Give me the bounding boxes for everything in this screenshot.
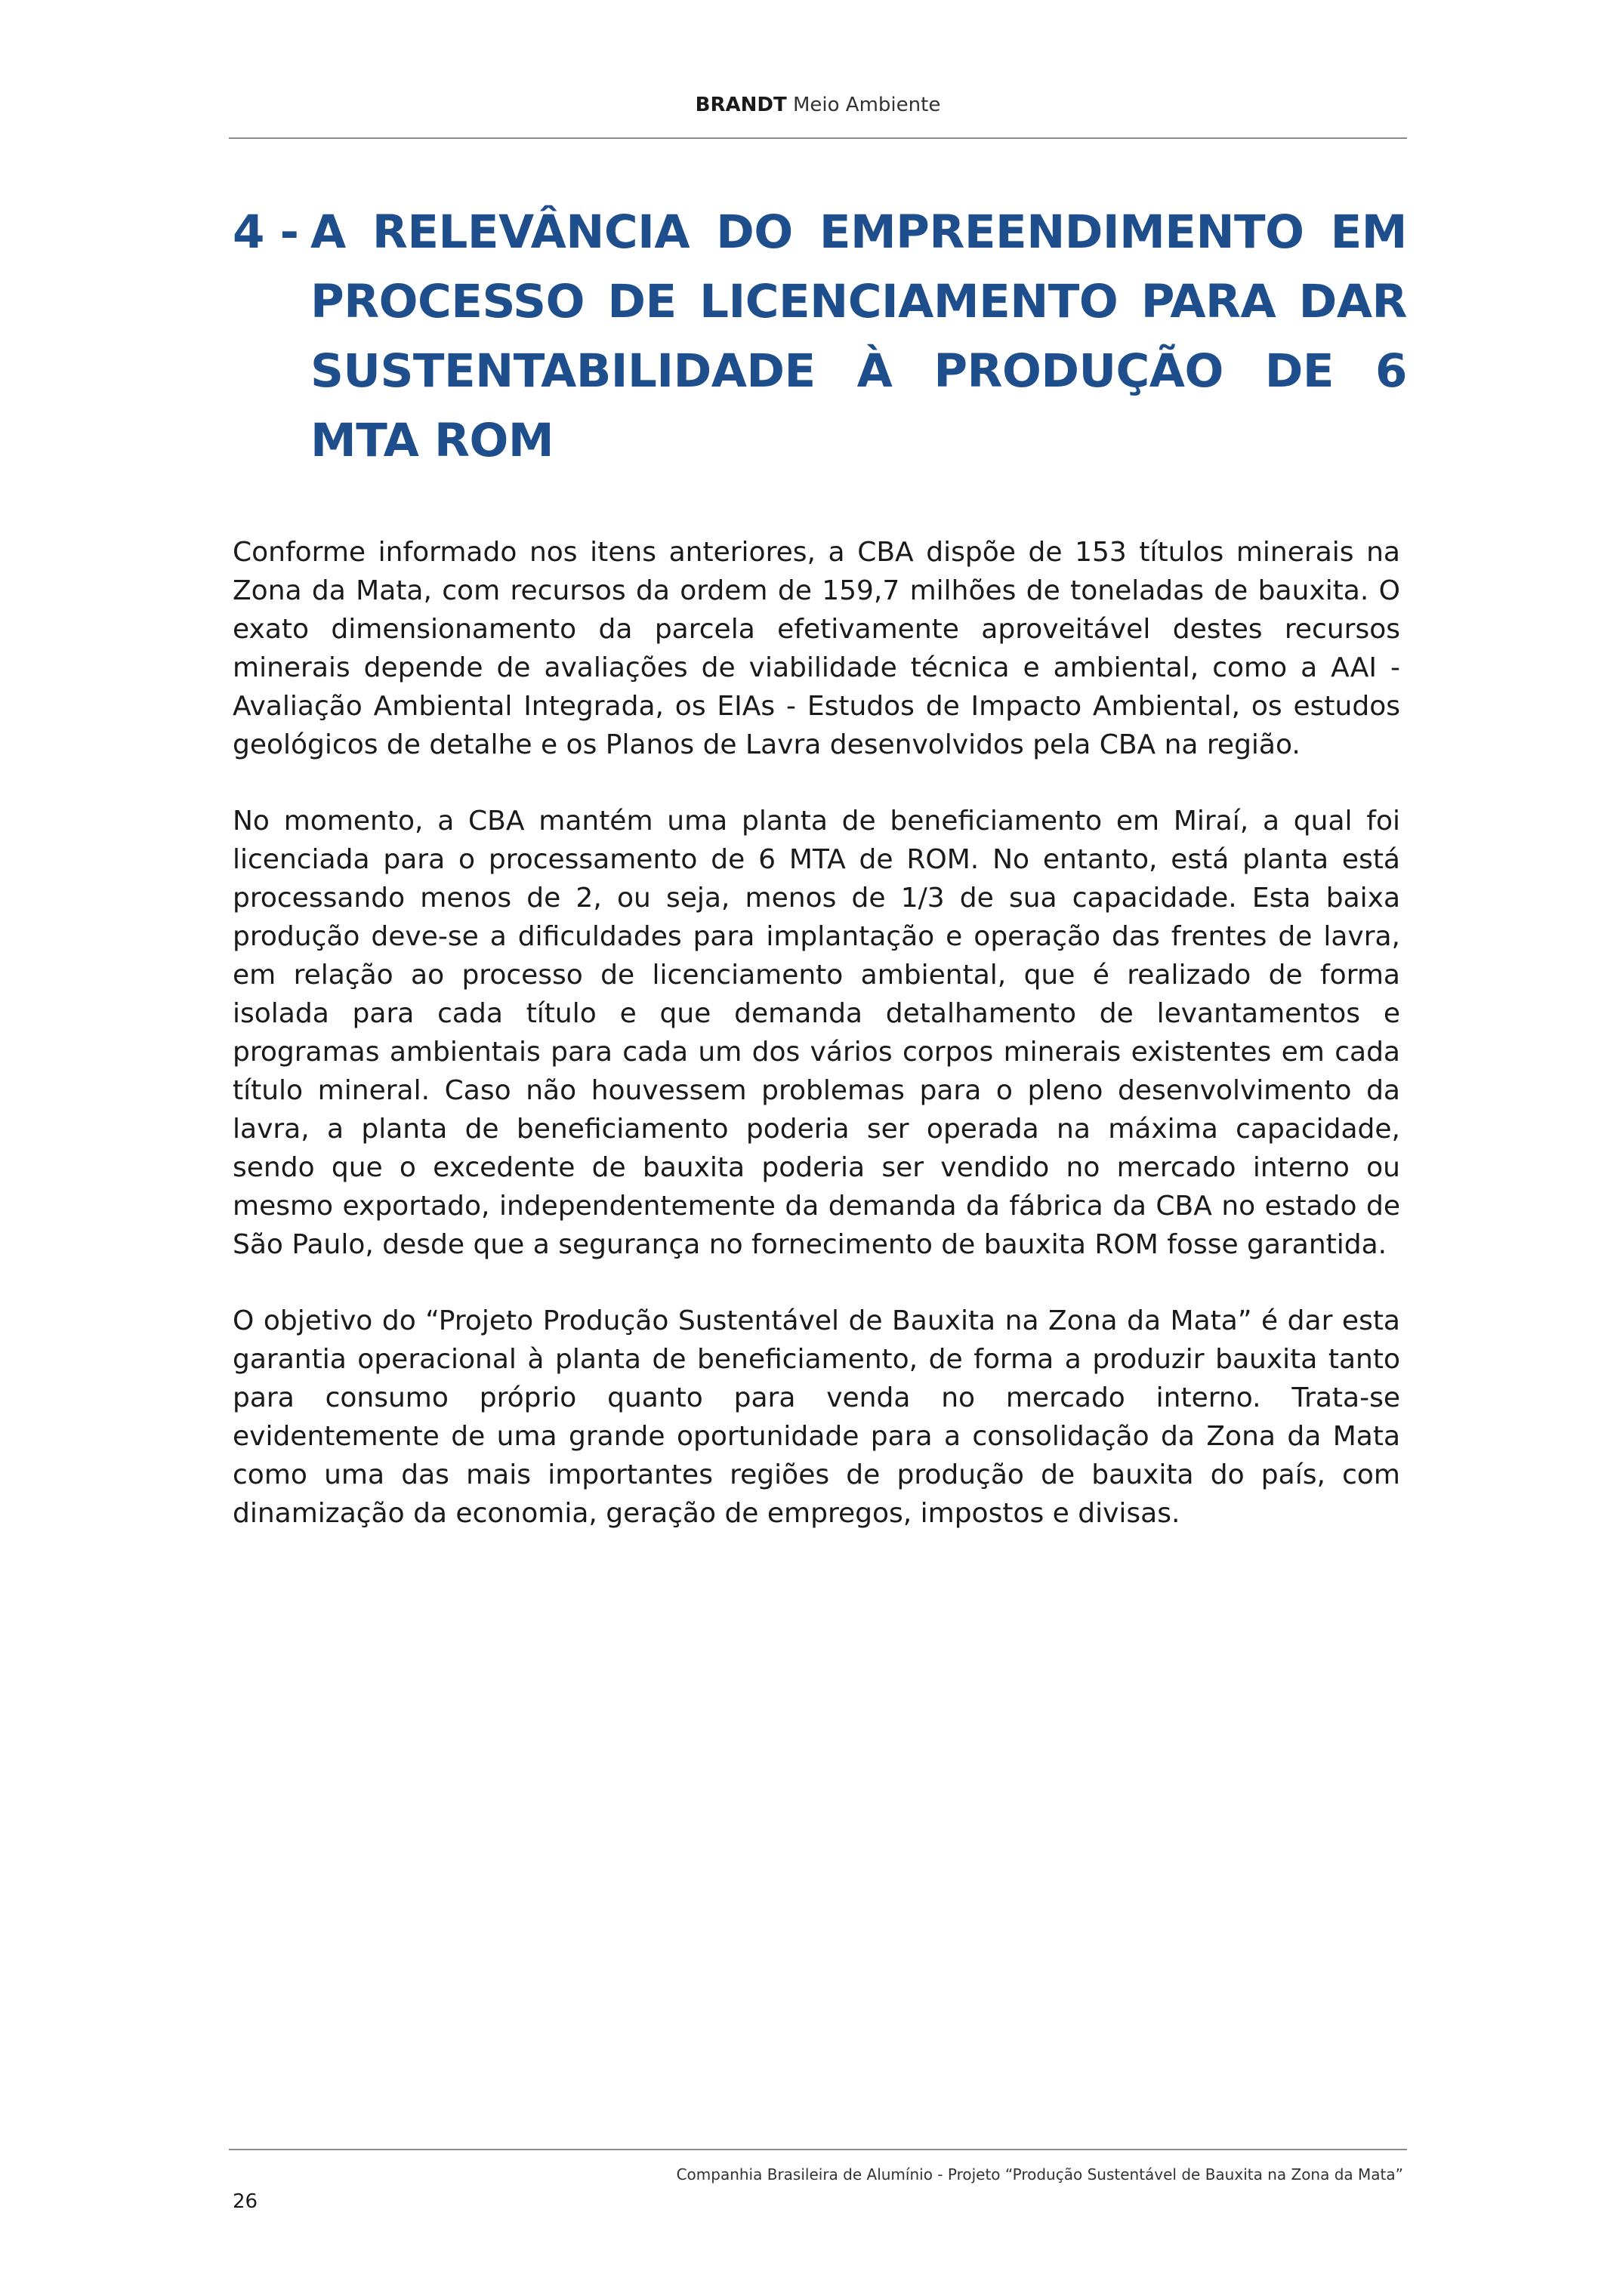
paragraph-3: O objetivo do “Projeto Produção Sustentável de Bauxita na Zona da Mata” é dar esta garantia operacional à planta de beneficiamento, de forma a produzir bauxita tanto para consumo próprio quanto para venda no mercado interno. Trata-se evidentemente de uma grande oportunidade para a consolidação da Zona da Mata como uma das mais importantes regiões de produção de bauxita do país, com dinamização da economia, geração de empregos, impostos e divisas. bbox=[233, 1305, 1400, 1529]
footer-divider bbox=[229, 2149, 1407, 2150]
header-subtitle: Meio Ambiente bbox=[792, 94, 941, 116]
body-text bbox=[233, 533, 1400, 1570]
paragraph-1: Conforme informado nos itens anteriores, a CBA dispõe de 153 títulos minerais na Zona da Mata, com recursos da ordem de 159,7 milhões de toneladas de bauxita. O exato dimensionamento da parcela efetivamente aproveitável destes recursos minerais depende de avaliações de viabilidade técnica e ambiental, como a AAI - Avaliação Ambiental Integrada, os EIAs - Estudos de Impacto Ambiental, os estudos geológicos de detalhe e os Planos de Lavra desenvolvidos pela CBA na região. bbox=[233, 537, 1400, 760]
page-number: 26 bbox=[233, 2190, 258, 2213]
page-header bbox=[229, 94, 1407, 116]
header-brand: BRANDT bbox=[695, 94, 787, 116]
section-title: A RELEVÂNCIA DO EMPREENDIMENTO EM PROCESSO DE LICENCIAMENTO PARA DAR SUSTENTABILIDADE À PRODUÇÃO DE 6 MTA ROM bbox=[310, 205, 1407, 467]
section-heading bbox=[233, 198, 1407, 476]
header-divider bbox=[229, 137, 1407, 139]
footer-text: Companhia Brasileira de Alumínio - Projeto “Produção Sustentável de Bauxita na Zona da Mata” bbox=[676, 2165, 1403, 2184]
section-number: 4 - bbox=[233, 205, 299, 259]
paragraph-2: No momento, a CBA mantém uma planta de beneficiamento em Miraí, a qual foi licenciada para o processamento de 6 MTA de ROM. No entanto, está planta está processando menos de 2, ou seja, menos de 1/3 de sua capacidade. Esta baixa produção deve-se a dificuldades para implantação e operação das frentes de lavra, em relação ao processo de licenciamento ambiental, que é realizado de forma isolada para cada título e que demanda detalhamento de levantamentos e programas ambientais para cada um dos vários corpos minerais existentes em cada título mineral. Caso não houvessem problemas para o pleno desenvolvimento da lavra, a planta de beneficiamento poderia ser operada na máxima capacidade, sendo que o excedente de bauxita poderia ser vendido no mercado interno ou mesmo exportado, independentemente da demanda da fábrica da CBA no estado de São Paulo, desde que a segurança no fornecimento de bauxita ROM fosse garantida. bbox=[233, 806, 1400, 1260]
